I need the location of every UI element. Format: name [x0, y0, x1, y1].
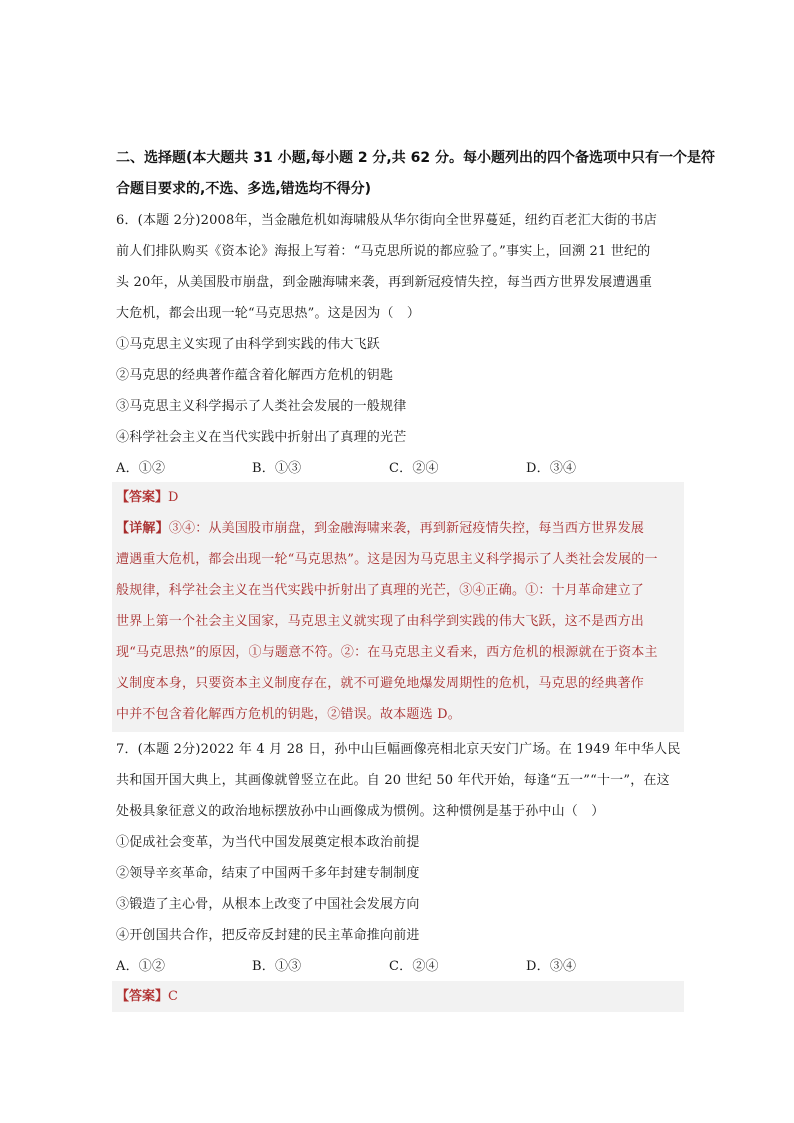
- question-7: [116, 734, 684, 982]
- section-heading-line: 二、选择题(本大题共 31 小题,每小题 2 分,共 62 分。每小题列出的四个备选项中只有一个是符: [116, 150, 715, 166]
- option-d: D．③④: [526, 959, 577, 974]
- statement-item: ③锻造了主心骨，从根本上改变了中国社会发展方向: [116, 897, 420, 912]
- option-d: D．③④: [526, 461, 577, 476]
- answer-value: D: [168, 490, 179, 505]
- statement-item: ②领导辛亥革命，结束了中国两千多年封建专制制度: [116, 866, 420, 881]
- explanation-line: 现“马克思热”的原因，①与题意不符。②：在马克思主义看来，西方危机的根源就在于资本主: [116, 645, 658, 660]
- question-stem-line: 7．(本题 2分)2022 年 4 月 28 日，孙中山巨幅画像亮相北京天安门广场。在 1949 年中华人民: [116, 742, 681, 757]
- answer-explanation: [116, 513, 684, 730]
- question-6: [116, 205, 684, 484]
- question-stem-line: 共和国开国大典上，其画像就曾竖立在此。自 20 世纪 50 年代开始，每逢“五一”“十一”，在这: [116, 773, 670, 788]
- answer-line: [116, 482, 178, 513]
- option-c: C．②④: [389, 959, 439, 974]
- option-a: A．①②: [116, 959, 166, 974]
- question-stem-line: 处极具象征意义的政治地标摆放孙中山画像成为惯例。这种惯例是基于孙中山（ ）: [116, 804, 605, 819]
- explanation-line: 义制度本身，只要资本主义制度存在，就不可避免地爆发周期性的危机，马克思的经典著作: [116, 676, 645, 691]
- statement-item: ②马克思的经典著作蕴含着化解西方危机的钥匙: [116, 368, 394, 383]
- explanation-line: 遭遇重大危机，都会出现一轮“马克思热”。这是因为马克思主义科学揭示了人类社会发展的一: [116, 552, 658, 567]
- question-stem-line: 6．(本题 2分)2008年，当金融危机如海啸般从华尔街向全世界蔓延，纽约百老汇大街的书店: [116, 213, 657, 228]
- question-stem-line: 头 20年，从美国股市崩盘，到金融海啸来袭，再到新冠疫情失控，每当西方世界发展遭遇重: [116, 275, 653, 290]
- statement-item: ④开创国共合作，把反帝反封建的民主革命推向前进: [116, 928, 420, 943]
- option-b: B．①③: [252, 461, 302, 476]
- answer-options: [116, 951, 684, 982]
- statement-item: ④科学社会主义在当代实践中折射出了真理的光芒: [116, 430, 407, 445]
- answer-tag: 【答案】: [116, 490, 169, 505]
- explanation-line: [116, 513, 684, 544]
- option-b: B．①③: [252, 959, 302, 974]
- detail-tag: 【详解】: [116, 521, 169, 536]
- option-a: A．①②: [116, 461, 166, 476]
- explanation-line: 般规律，科学社会主义在当代实践中折射出了真理的光芒，③④正确。①：十月革命建立了: [116, 583, 645, 598]
- answer-options: [116, 453, 684, 484]
- option-c: C．②④: [389, 461, 439, 476]
- section-heading: [116, 143, 715, 205]
- statement-item: ③马克思主义科学揭示了人类社会发展的一般规律: [116, 399, 407, 414]
- section-heading-line: 合题目要求的,不选、多选,错选均不得分): [116, 181, 372, 197]
- answer-panel: [112, 981, 684, 1012]
- explanation-line: 世界上第一个社会主义国家，马克思主义就实现了由科学到实践的伟大飞跃，这不是西方出: [116, 614, 645, 629]
- question-stem-line: 前人们排队购买《资本论》海报上写着：“马克思所说的都应验了。”事实上，回溯 21 世纪的: [116, 244, 651, 259]
- explanation-line: 中并不包含着化解西方危机的钥匙，②错误。故本题选 D。: [116, 707, 461, 722]
- question-stem-line: 大危机，都会出现一轮“马克思热”。这是因为（ ）: [116, 306, 421, 321]
- answer-tag: 【答案】: [116, 989, 169, 1004]
- answer-value: C: [168, 989, 178, 1004]
- statement-item: ①促成社会变革，为当代中国发展奠定根本政治前提: [116, 835, 420, 850]
- answer-line: [116, 981, 178, 1012]
- statement-item: ①马克思主义实现了由科学到实践的伟大飞跃: [116, 337, 381, 352]
- explanation-text: ③④：从美国股市崩盘，到金融海啸来袭，再到新冠疫情失控，每当西方世界发展: [168, 521, 645, 536]
